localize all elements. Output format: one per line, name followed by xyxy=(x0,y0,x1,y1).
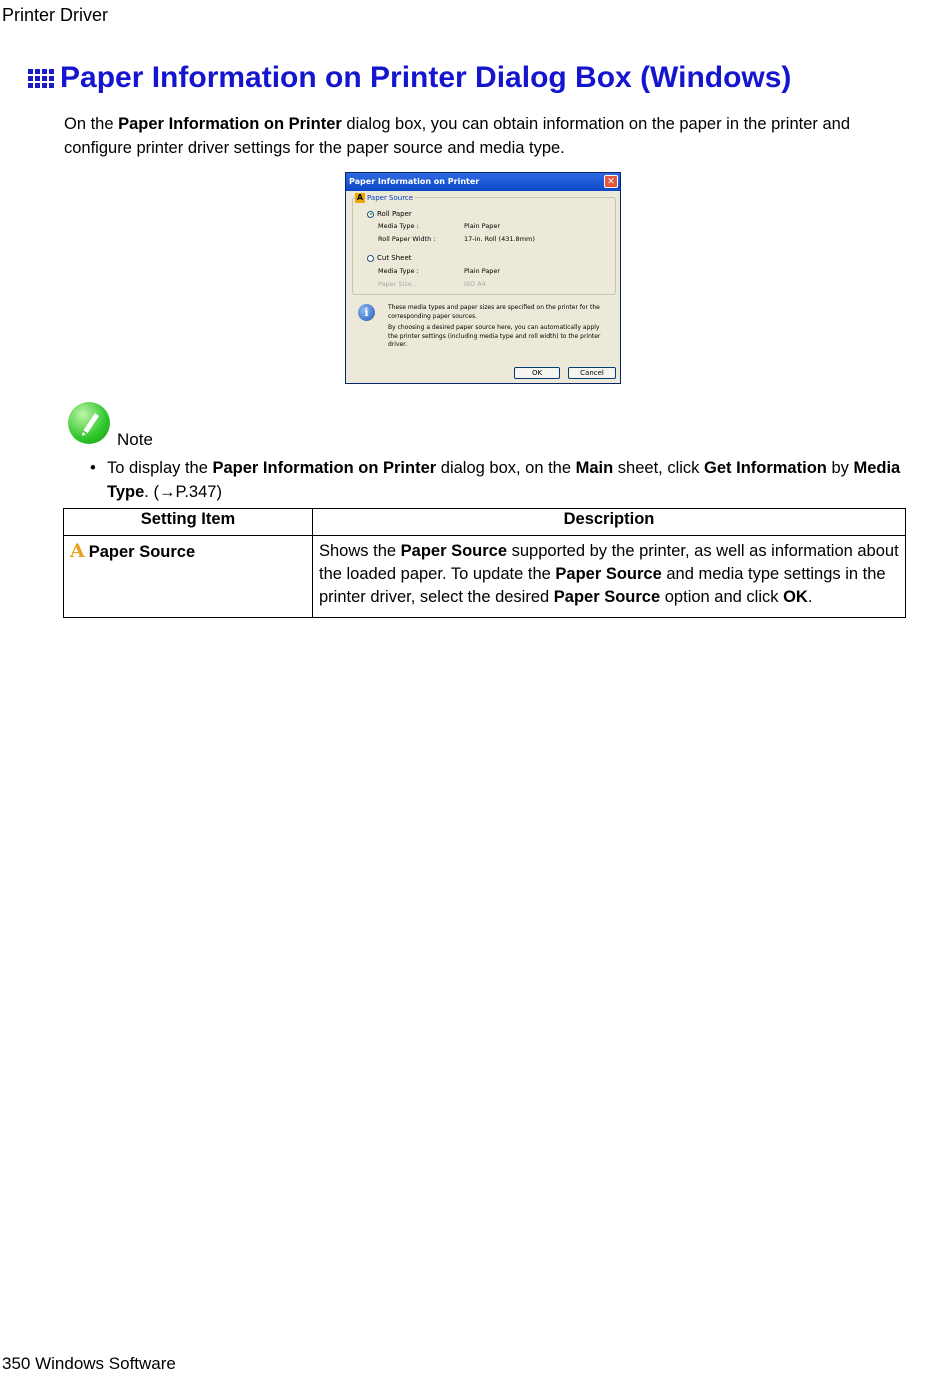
cut-size-label: Paper Size : xyxy=(378,280,417,288)
radio-unselected-icon xyxy=(367,255,374,262)
table-row xyxy=(64,536,906,618)
header-setting-item: Setting Item xyxy=(64,509,313,536)
paper-source-group xyxy=(352,193,616,295)
callout-a-mark: A xyxy=(70,540,85,562)
callout-a-icon: A xyxy=(356,193,364,202)
cut-media-type-value: Plain Paper xyxy=(464,267,501,275)
group-label: A Paper Source xyxy=(356,193,414,202)
header-description: Description xyxy=(313,509,906,536)
radio-selected-icon xyxy=(367,211,374,218)
bullet-mark: • xyxy=(90,459,96,477)
description-cell: Shows the Paper Source supported by the printer, as well as information about the loaded paper. To update the Paper Source and media type settings in the printer driver, select the desired Paper Source option and click OK. xyxy=(313,536,906,618)
grid-bullet-icon xyxy=(28,69,54,88)
dialog-title-bar xyxy=(346,173,620,191)
page-footer: 350 Windows Software xyxy=(2,1354,176,1373)
cancel-button[interactable]: Cancel xyxy=(568,367,616,379)
roll-width-value: 17-in. Roll (431.8mm) xyxy=(464,235,535,243)
running-header: Printer Driver xyxy=(2,5,109,25)
table-header-row xyxy=(64,509,906,536)
roll-width-label: Roll Paper Width : xyxy=(378,235,436,243)
page-title: Paper Information on Printer Dialog Box (Windows) xyxy=(60,61,792,94)
setting-item-cell: A Paper Source xyxy=(64,536,313,618)
close-icon[interactable]: ✕ xyxy=(604,175,618,188)
note-text: To display the Paper Information on Printer dialog box, on the Main sheet, click Get Information by Media Type. (→P.347) xyxy=(107,459,901,501)
paper-information-dialog xyxy=(345,172,621,384)
cut-sheet-radio[interactable]: Cut Sheet xyxy=(367,254,412,262)
roll-paper-radio[interactable]: Roll Paper xyxy=(367,210,412,218)
cut-size-value: ISO A4 xyxy=(464,280,486,288)
dialog-title: Paper Information on Printer xyxy=(349,177,480,186)
intro-paragraph: On the Paper Information on Printer dialog box, you can obtain information on the paper in the printer and configure printer driver settings for the paper source and media type. xyxy=(64,115,851,157)
info-text: These media types and paper sizes are specified on the printer for the corresponding paper sources. By choosing a desired paper source here, you can automatically apply the printer settings (including media type and roll width) to the printer driver. xyxy=(388,304,601,348)
info-icon: i xyxy=(358,304,375,321)
note-pencil-icon xyxy=(68,402,110,444)
cut-media-type-label: Media Type : xyxy=(378,267,419,275)
roll-media-type-value: Plain Paper xyxy=(464,222,501,230)
settings-table xyxy=(63,508,906,618)
ok-button[interactable]: OK xyxy=(514,367,560,379)
note-label: Note xyxy=(117,430,153,449)
roll-media-type-label: Media Type : xyxy=(378,222,419,230)
page-title-row xyxy=(28,60,791,96)
